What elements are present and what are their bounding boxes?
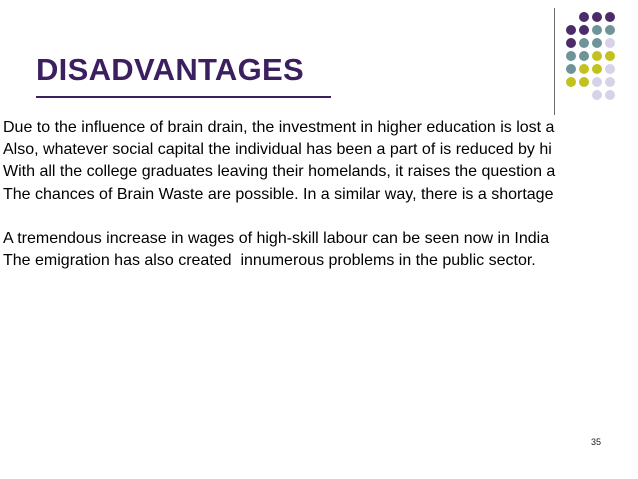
decorative-dot [592,38,602,48]
decorative-dot [605,51,615,61]
slide-title: DISADVANTAGES [36,52,304,87]
body-line: A tremendous increase in wages of high-skill labour can be seen now in India [3,229,550,247]
paragraph-gap [3,206,638,228]
decorative-dot [592,25,602,35]
decorative-dot [605,77,615,87]
body-line: Also, whatever social capital the individual has been a part of is reduced by hi [3,141,552,159]
decorative-dot [566,64,576,74]
decorative-dot [579,12,589,22]
body-line: Due to the influence of brain drain, the investment in higher education is lost a [3,119,555,136]
decorative-dot [605,12,615,22]
decorative-dot [579,38,589,48]
decorative-dot [579,25,589,35]
decorative-dot [592,90,602,100]
decorative-dot [579,77,589,87]
decorative-dot [566,77,576,87]
decorative-dot [605,25,615,35]
body-line: The emigration has also created innumerous problems in the public sector. [3,252,536,270]
decorative-dot [605,64,615,74]
title-underline [36,96,331,98]
body-line: With all the college graduates leaving their homelands, it raises the question a [3,163,556,181]
body-line: The chances of Brain Waste are possible. In a similar way, there is a shortage [3,185,554,203]
slide-body [3,117,638,272]
decorative-dot [592,12,602,22]
decorative-dot [592,51,602,61]
decorative-dot [592,77,602,87]
decorative-dot [566,38,576,48]
vertical-divider [554,8,555,115]
decorative-dot [605,38,615,48]
page-number: 35 [591,437,602,447]
decorative-dot [566,25,576,35]
decorative-dot [566,51,576,61]
decorative-dot [605,90,615,100]
decorative-dot [579,51,589,61]
decorative-dot [592,64,602,74]
decorative-dot [579,64,589,74]
